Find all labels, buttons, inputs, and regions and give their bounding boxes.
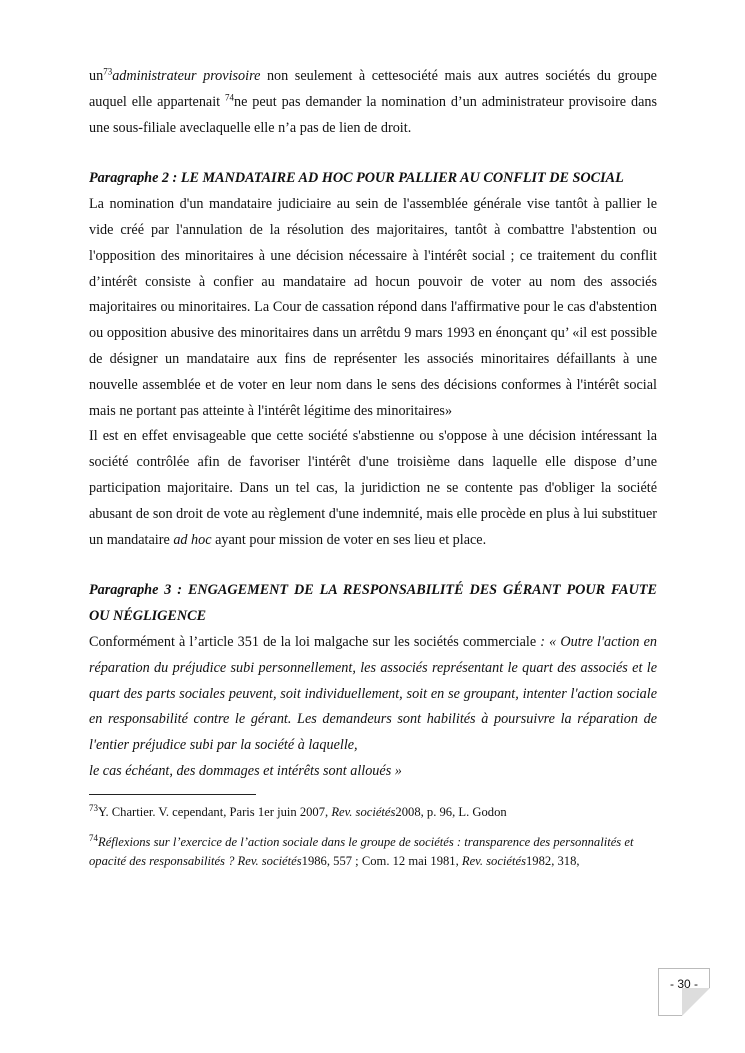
footnote-73: [89, 803, 657, 822]
section-2-p2-text-b: ayant pour mission de voter en ses lieu et place.: [211, 531, 487, 548]
footnote-74-text-c: 1982, 318,: [526, 853, 580, 868]
intro-text-3: ne peut pas demander la nomination d’un administrateur provisoire dans une sous-filiale aveclaquelle elle n’a pas de lien de droit.: [89, 93, 657, 136]
intro-paragraph: [89, 64, 657, 141]
page-body: [89, 64, 657, 870]
page-number-box: [658, 968, 710, 1016]
intro-text-italic: administrateur provisoire: [112, 68, 261, 84]
footnote-73-number: 73: [89, 802, 98, 813]
footnote-74-number: 74: [89, 833, 98, 844]
section-2-p2-text-a: Il est en effet envisageable que cette société s'abstienne ou s'oppose à une décision intéressant la société contrôlée afin de favoriser l'intérêt d'une troisième dans laquelle elle dispose d’une participation majoritaire. Dans un tel cas, la juridiction ne se contente pas d'obliger la société abusant de son droit de vote au règlement d'une indemnité, mais elle procède en plus à lui substituer un mandataire: [89, 428, 657, 548]
section-3-p1-text: Conformément à l’article 351 de la loi malgache sur les sociétés commerciale: [89, 633, 537, 650]
page-number: - 30 -: [669, 977, 698, 991]
footnote-separator: [89, 794, 256, 795]
footnote-ref-74[interactable]: 74: [224, 92, 234, 103]
section-3-heading: Paragraphe 3 : ENGAGEMENT DE LA RESPONSABILITÉ DES GÉRANT POUR FAUTE OU NÉGLIGENCE: [89, 582, 657, 625]
section-2-paragraph-1: La nomination d'un mandataire judiciaire au sein de l'assemblée générale vise tantôt à pallier le vide créé par l'annulation de la résolution des majoritaires, tantôt à combattre l'abstention ou l'opposition des minoritaires à une décision nécessaire à l'intérêt social ; ce traitement du conflit d’intérêt consiste à confier au mandataire ad hocun pouvoir de voter au nom des associés majoritaires ou minoritaires. La Cour de cassation répond dans l'affirmative pour le cas d'abstention ou opposition abusive des minoritaires dans un arrêtdu 9 mars 1993 en énonçant qu’ «il est possible de désigner un mandataire aux fins de représenter les associés minoritaires défaillants à une nouvelle assemblée et de voter en leur nom dans le sens des décisions conformes à l'intérêt social mais ne portant pas atteinte à l'intérêt légitime des minoritaires»: [89, 196, 657, 419]
section-2-paragraph-2: [89, 424, 657, 553]
section-2-p2-italic: ad hoc: [173, 531, 212, 548]
footnote-73-text-b: 2008, p. 96, L. Godon: [395, 804, 507, 819]
section-3-p1-quote: : « Outre l'action en réparation du préjudice subi personnellement, les associés représentant le quart des associés et le quart des parts sociales peuvent, soit individuellement, soit en se groupant, intenter l'action sociale en responsabilité contre le gérant. Les demandeurs sont habilités à poursuivre la réparation de l'entier préjudice subi par la société à laquelle,: [89, 633, 657, 754]
intro-text-2: non seulement à cettesociété mais aux autres sociétés du groupe auquel elle appartenait: [89, 68, 657, 110]
section-2-heading: Paragraphe 2 : LE MANDATAIRE AD HOC POUR PALLIER AU CONFLIT DE SOCIAL: [89, 170, 624, 187]
footnote-74-text-b: 1986, 557 ; Com. 12 mai 1981,: [301, 853, 462, 868]
footnote-74-italic-2: Rev. sociétés: [461, 853, 526, 868]
footnote-73-italic: Rev. sociétés: [331, 804, 396, 819]
section-3-paragraph-1: [89, 630, 657, 759]
footnote-73-text-a: Y. Chartier. V. cependant, Paris 1er juin 2007,: [98, 804, 332, 819]
page-curl-decoration: [682, 988, 710, 1016]
intro-text-1: un: [89, 68, 104, 84]
footnote-74: [89, 833, 657, 870]
footnote-ref-73[interactable]: 73: [103, 66, 113, 77]
footnote-74-italic-1: Réflexions sur l’exercice de l’action sociale dans le groupe de sociétés : transparence des personnalités et opacité des responsabilités ? Rev. sociétés: [89, 835, 634, 868]
section-3-paragraph-2: le cas échéant, des dommages et intérêts sont alloués »: [89, 762, 402, 779]
